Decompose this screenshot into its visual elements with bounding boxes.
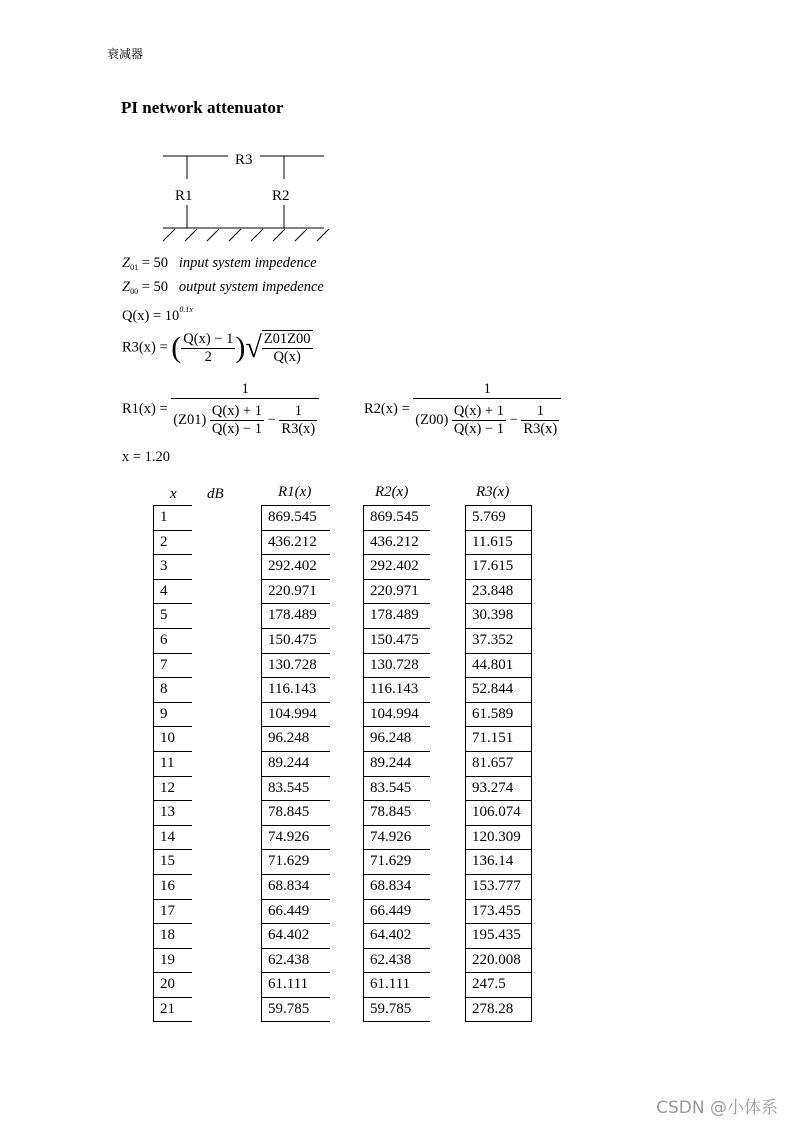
table-row: [466, 506, 532, 531]
x-cell: 8: [154, 678, 193, 703]
table-row: [262, 899, 331, 924]
r3-cell: 30.398: [466, 604, 532, 629]
r3-cell: 44.801: [466, 653, 532, 678]
table-row: [466, 997, 532, 1022]
r2-cell: 71.629: [364, 850, 431, 875]
table-row: [262, 678, 331, 703]
table-row: [262, 530, 331, 555]
table-row: [466, 555, 532, 580]
x-column: [153, 505, 192, 1022]
x-cell: 19: [154, 948, 193, 973]
r2-cell: 292.402: [364, 555, 431, 580]
x-cell: 15: [154, 850, 193, 875]
table-row: [466, 850, 532, 875]
table-row: [262, 702, 331, 727]
table-row: [364, 874, 431, 899]
eq-z00: $Z_{00} = 50$ output system impedence: [122, 279, 324, 296]
r1-cell: 61.111: [262, 973, 331, 998]
r2-cell: 62.438: [364, 948, 431, 973]
r2-cell: 150.475: [364, 628, 431, 653]
r2-cell: 96.248: [364, 727, 431, 752]
table-row: [262, 604, 331, 629]
table-row: [364, 948, 431, 973]
table-row: [262, 506, 331, 531]
page-title: PI network attenuator: [121, 98, 284, 117]
x-cell: 4: [154, 579, 193, 604]
x-cell: 17: [154, 899, 193, 924]
table-row: [154, 751, 193, 776]
table-row: [364, 579, 431, 604]
r3-cell: 71.151: [466, 727, 532, 752]
table-row: [364, 653, 431, 678]
r3-cell: 106.074: [466, 801, 532, 826]
x-cell: 13: [154, 801, 193, 826]
table-row: [364, 727, 431, 752]
r3-cell: 136.14: [466, 850, 532, 875]
r1-cell: 116.143: [262, 678, 331, 703]
table-row: [364, 678, 431, 703]
x-cell: 21: [154, 997, 193, 1022]
table-row: [364, 702, 431, 727]
r3-cell: 61.589: [466, 702, 532, 727]
x-cell: 14: [154, 825, 193, 850]
r1-cell: 869.545: [262, 506, 331, 531]
table-row: [262, 973, 331, 998]
table-row: [154, 506, 193, 531]
pi-network-diagram: [150, 145, 340, 245]
table-row: [466, 948, 532, 973]
r2-cell: 220.971: [364, 579, 431, 604]
table-row: [154, 973, 193, 998]
table-row: [262, 727, 331, 752]
r1-cell: 436.212: [262, 530, 331, 555]
table-row: [262, 555, 331, 580]
r3-label: R3: [235, 152, 253, 168]
table-row: [364, 899, 431, 924]
r2-cell: 178.489: [364, 604, 431, 629]
table-row: [262, 948, 331, 973]
x-cell: 11: [154, 751, 193, 776]
table-row: [154, 924, 193, 949]
x-cell: 6: [154, 628, 193, 653]
r1-cell: 68.834: [262, 874, 331, 899]
table-row: [466, 530, 532, 555]
r3-cell: 278.28: [466, 997, 532, 1022]
table-row: [154, 874, 193, 899]
eq-r3: R3(x) = ( $\frac{Q(x) - 1}{2}$ )√ $\frac{Z01Z00}{Q(x)}$: [122, 330, 311, 365]
table-row: [364, 776, 431, 801]
r3-cell: 220.008: [466, 948, 532, 973]
table-row: [364, 530, 431, 555]
eq-x-value: x = 1.20: [122, 449, 171, 465]
r1-cell: 74.926: [262, 825, 331, 850]
x-cell: 10: [154, 727, 193, 752]
table-row: [466, 776, 532, 801]
r2-cell: 130.728: [364, 653, 431, 678]
eq-z01: $Z_{01} = 50$ input system impedence: [122, 255, 317, 272]
table-row: [262, 850, 331, 875]
r2-cell: 68.834: [364, 874, 431, 899]
r1-cell: 78.845: [262, 801, 331, 826]
x-cell: 5: [154, 604, 193, 629]
r2-column: [363, 505, 430, 1022]
watermark: CSDN @小体系: [656, 1098, 778, 1118]
table-row: [364, 801, 431, 826]
eq-r2: R2(x) = 1 (Z00) $\frac{Q(x) + 1}{Q(x) - 1}$ − $\frac{1}{R3(x)}$: [364, 381, 561, 438]
r3-column: [465, 505, 532, 1022]
r3-cell: 52.844: [466, 678, 532, 703]
r3-cell: 247.5: [466, 973, 532, 998]
r3-cell: 173.455: [466, 899, 532, 924]
col-header-db: dB: [207, 486, 224, 502]
r1-cell: 178.489: [262, 604, 331, 629]
table-row: [262, 628, 331, 653]
table-row: [154, 850, 193, 875]
col-header-r1: R1(x): [278, 484, 312, 500]
table-row: [154, 530, 193, 555]
r1-cell: 62.438: [262, 948, 331, 973]
table-row: [154, 948, 193, 973]
table-row: [466, 604, 532, 629]
table-row: [364, 628, 431, 653]
x-cell: 3: [154, 555, 193, 580]
table-row: [466, 924, 532, 949]
r1-cell: 96.248: [262, 727, 331, 752]
r3-cell: 195.435: [466, 924, 532, 949]
r2-cell: 59.785: [364, 997, 431, 1022]
table-row: [154, 604, 193, 629]
table-row: [466, 899, 532, 924]
table-row: [262, 579, 331, 604]
x-cell: 7: [154, 653, 193, 678]
r3-cell: 153.777: [466, 874, 532, 899]
table-row: [364, 924, 431, 949]
r1-cell: 220.971: [262, 579, 331, 604]
x-cell: 12: [154, 776, 193, 801]
page-header: 衰减器: [107, 47, 144, 61]
table-row: [154, 678, 193, 703]
table-row: [154, 776, 193, 801]
table-row: [466, 874, 532, 899]
table-row: [466, 702, 532, 727]
r3-cell: 81.657: [466, 751, 532, 776]
r2-cell: 104.994: [364, 702, 431, 727]
r3-cell: 17.615: [466, 555, 532, 580]
table-row: [154, 653, 193, 678]
table-row: [262, 997, 331, 1022]
x-cell: 2: [154, 530, 193, 555]
r3-cell: 23.848: [466, 579, 532, 604]
table-row: [466, 825, 532, 850]
r1-cell: 150.475: [262, 628, 331, 653]
table-row: [364, 506, 431, 531]
r1-cell: 59.785: [262, 997, 331, 1022]
r2-cell: 83.545: [364, 776, 431, 801]
col-header-x: x: [170, 486, 177, 502]
table-row: [364, 825, 431, 850]
r2-cell: 64.402: [364, 924, 431, 949]
x-cell: 16: [154, 874, 193, 899]
table-row: [154, 579, 193, 604]
table-row: [466, 653, 532, 678]
r2-cell: 61.111: [364, 973, 431, 998]
table-row: [262, 653, 331, 678]
r1-cell: 104.994: [262, 702, 331, 727]
r1-cell: 89.244: [262, 751, 331, 776]
r2-cell: 89.244: [364, 751, 431, 776]
r1-cell: 71.629: [262, 850, 331, 875]
table-row: [364, 751, 431, 776]
table-row: [154, 628, 193, 653]
table-row: [364, 997, 431, 1022]
table-row: [154, 801, 193, 826]
r2-cell: 66.449: [364, 899, 431, 924]
table-row: [154, 825, 193, 850]
r3-cell: 5.769: [466, 506, 532, 531]
r3-cell: 11.615: [466, 530, 532, 555]
r2-cell: 78.845: [364, 801, 431, 826]
r1-cell: 292.402: [262, 555, 331, 580]
table-row: [154, 555, 193, 580]
r1-cell: 66.449: [262, 899, 331, 924]
r3-cell: 93.274: [466, 776, 532, 801]
table-row: [466, 727, 532, 752]
r1-column: [261, 505, 330, 1022]
eq-q: $Q(x) = 10^{0.1x}$: [122, 305, 193, 324]
x-cell: 20: [154, 973, 193, 998]
table-row: [466, 801, 532, 826]
r1-cell: 64.402: [262, 924, 331, 949]
table-row: [154, 727, 193, 752]
table-row: [364, 555, 431, 580]
r1-cell: 83.545: [262, 776, 331, 801]
r2-cell: 869.545: [364, 506, 431, 531]
r2-label: R2: [272, 188, 290, 204]
col-header-r3: R3(x): [476, 484, 510, 500]
x-cell: 1: [154, 506, 193, 531]
x-cell: 9: [154, 702, 193, 727]
table-row: [154, 997, 193, 1022]
r3-cell: 120.309: [466, 825, 532, 850]
table-row: [364, 604, 431, 629]
table-row: [466, 751, 532, 776]
table-row: [466, 678, 532, 703]
table-row: [466, 973, 532, 998]
table-row: [364, 850, 431, 875]
table-row: [154, 899, 193, 924]
table-row: [262, 874, 331, 899]
table-row: [364, 973, 431, 998]
table-row: [466, 628, 532, 653]
r2-cell: 436.212: [364, 530, 431, 555]
table-row: [262, 924, 331, 949]
table-row: [262, 825, 331, 850]
r2-cell: 74.926: [364, 825, 431, 850]
table-row: [262, 776, 331, 801]
r1-cell: 130.728: [262, 653, 331, 678]
table-row: [466, 579, 532, 604]
col-header-r2: R2(x): [375, 484, 409, 500]
table-row: [262, 751, 331, 776]
r1-label: R1: [175, 188, 193, 204]
r2-cell: 116.143: [364, 678, 431, 703]
r3-cell: 37.352: [466, 628, 532, 653]
x-cell: 18: [154, 924, 193, 949]
eq-r1: R1(x) = 1 (Z01) $\frac{Q(x) + 1}{Q(x) - 1}$ − $\frac{1}{R3(x)}$: [122, 381, 319, 438]
table-row: [154, 702, 193, 727]
table-row: [262, 801, 331, 826]
